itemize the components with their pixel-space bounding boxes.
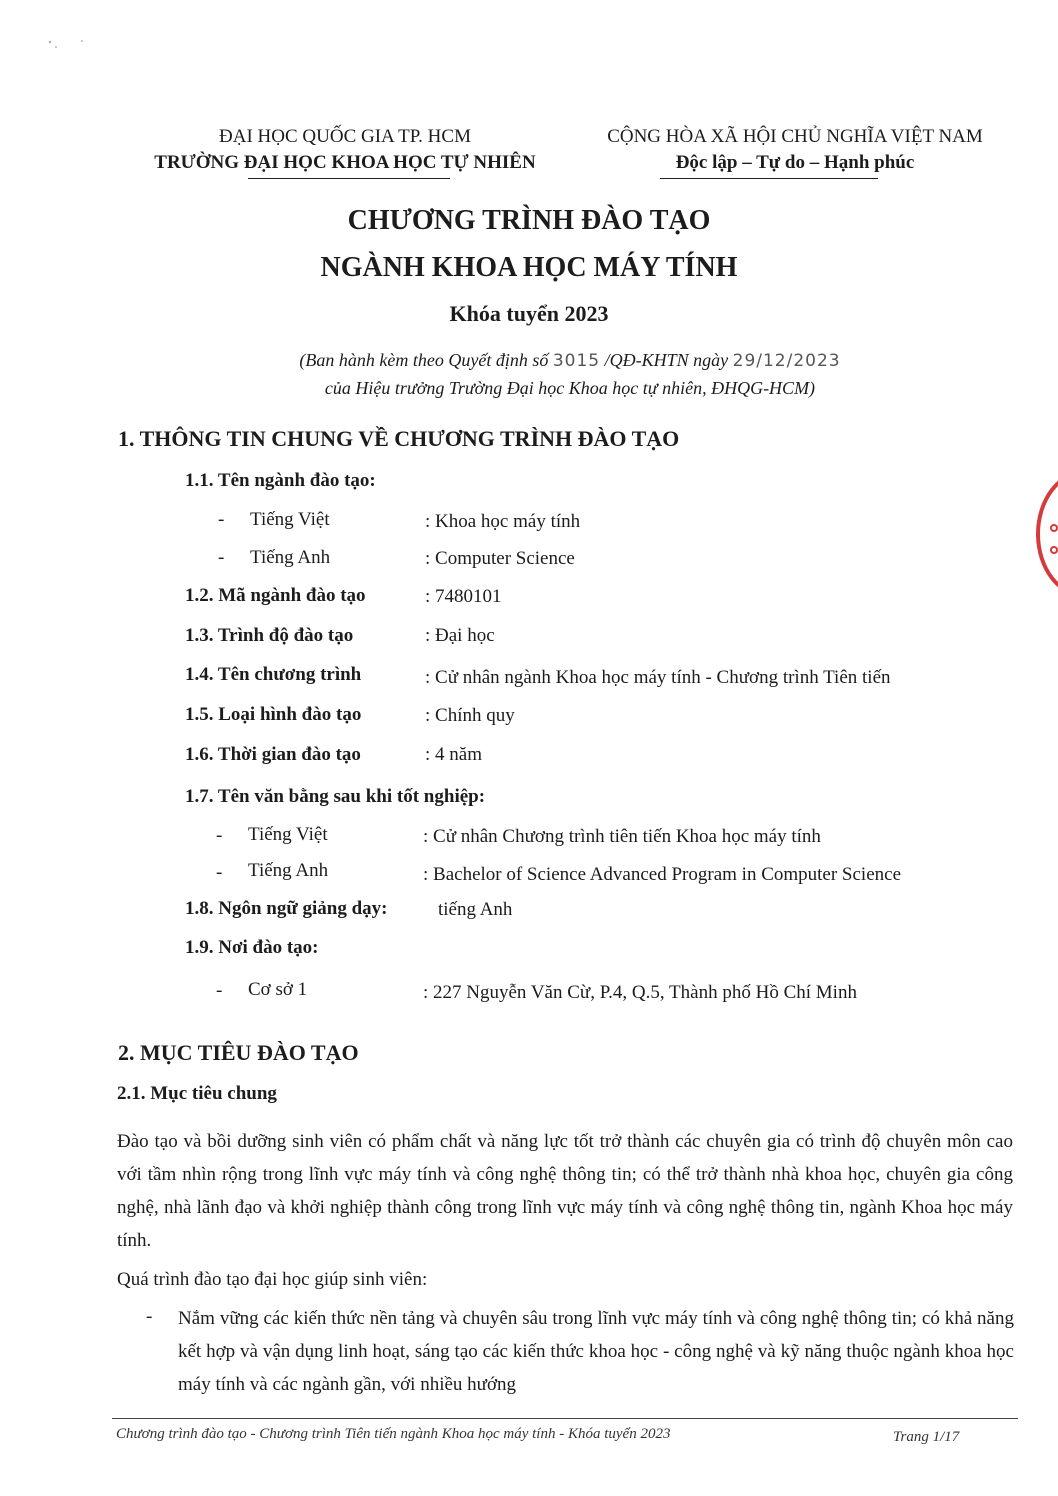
university-name: ĐẠI HỌC QUỐC GIA TP. HCM: [219, 126, 471, 147]
seal-fragment-icon: [1048, 520, 1058, 560]
list-dash: -: [216, 980, 223, 1001]
s18-value: tiếng Anh: [438, 899, 513, 920]
list-dash: -: [216, 825, 223, 846]
national-motto: Độc lập – Tự do – Hạnh phúc: [675, 152, 915, 173]
decision-number: 3015: [552, 351, 601, 371]
s19-item-label: Cơ sở 1: [248, 979, 308, 1000]
school-name: TRƯỜNG ĐẠI HỌC KHOA HỌC TỰ NHIÊN: [154, 152, 536, 173]
list-dash: -: [218, 509, 225, 530]
s19-label: 1.9. Nơi đào tạo:: [185, 937, 319, 958]
program-title: NGÀNH KHOA HỌC MÁY TÍNH: [320, 252, 738, 283]
footer-rule: [112, 1418, 1018, 1419]
s17-item-value: : Cử nhân Chương trình tiên tiến Khoa học máy tính: [423, 826, 821, 847]
s12-value: : 7480101: [425, 586, 502, 607]
header-left-underline: [248, 178, 450, 179]
s13-value: : Đại học: [425, 625, 495, 646]
s14-value: : Cử nhân ngành Khoa học máy tính - Chương trình Tiên tiến: [425, 667, 891, 688]
header-right-underline: [660, 178, 878, 179]
page-number: Trang 1/17: [893, 1429, 960, 1445]
decision-note-line1: [0, 350, 1058, 371]
scan-speck-mark: [46, 38, 86, 52]
s17-item-value: : Bachelor of Science Advanced Program in Computer Science: [423, 864, 902, 885]
decision-date: 29/12/2023: [732, 351, 841, 371]
decision-note-line2: của Hiệu trưởng Trường Đại học Khoa học tự nhiên, ĐHQG-HCM): [324, 378, 816, 398]
general-objective-paragraph: Đào tạo và bồi dưỡng sinh viên có phẩm chất và năng lực tốt trở thành các chuyên gia có trình độ chuyên môn cao với tầm nhìn rộng trong lĩnh vực máy tính và công nghệ thông tin; có thể trở thành nhà khoa học, chuyên gia công nghệ, nhà lãnh đạo và khởi nghiệp thành công trong lĩnh vực máy tính và công nghệ thông tin, ngành Khoa học máy tính.: [117, 1131, 1013, 1251]
s11-item-value: : Computer Science: [425, 548, 575, 569]
header-right: [575, 124, 1015, 176]
cohort-title: Khóa tuyển 2023: [449, 301, 609, 326]
section2-heading: 2. MỤC TIÊU ĐÀO TẠO: [118, 1040, 359, 1065]
s11-item-label: Tiếng Anh: [250, 547, 331, 568]
decision-prefix: (Ban hành kèm theo Quyết định số: [299, 350, 549, 370]
s17-label: 1.7. Tên văn bằng sau khi tốt nghiệp:: [185, 786, 486, 807]
objective-bullet-1: Nắm vững các kiến thức nền tảng và chuyên sâu trong lĩnh vực máy tính và công nghệ thông tin; có khả năng kết hợp và vận dụng linh hoạt, sáng tạo các kiến thức khoa học - công nghệ và kỹ năng thuộc ngành khoa học máy tính và các ngành gần, với nhiều hướng: [178, 1308, 1014, 1395]
list-dash: -: [216, 862, 223, 883]
document-title: CHƯƠNG TRÌNH ĐÀO TẠO: [347, 205, 711, 236]
s11-item-value: : Khoa học máy tính: [425, 511, 581, 532]
section1-heading: 1. THÔNG TIN CHUNG VỀ CHƯƠNG TRÌNH ĐÀO TẠO: [118, 426, 680, 451]
s13-label: 1.3. Trình độ đào tạo: [185, 625, 354, 646]
s21-label: 2.1. Mục tiêu chung: [117, 1083, 277, 1104]
s14-label: 1.4. Tên chương trình: [185, 664, 362, 685]
list-dash: -: [218, 547, 225, 568]
list-dash: -: [146, 1306, 153, 1327]
s17-item-label: Tiếng Việt: [248, 824, 328, 845]
s19-item-value: : 227 Nguyễn Văn Cừ, P.4, Q.5, Thành phố Hồ Chí Minh: [423, 982, 857, 1003]
training-intro: Quá trình đào tạo đại học giúp sinh viên:: [117, 1269, 428, 1290]
header-left: [115, 124, 575, 176]
country-name: CỘNG HÒA XÃ HỘI CHỦ NGHĨA VIỆT NAM: [607, 126, 983, 147]
s16-label: 1.6. Thời gian đào tạo: [185, 744, 361, 765]
s11-label: 1.1. Tên ngành đào tạo:: [185, 470, 376, 491]
s17-item-label: Tiếng Anh: [248, 860, 329, 881]
decision-middle: /QĐ-KHTN ngày: [604, 350, 729, 370]
s18-label: 1.8. Ngôn ngữ giảng dạy:: [185, 898, 388, 919]
s15-label: 1.5. Loại hình đào tạo: [185, 704, 362, 725]
s12-label: 1.2. Mã ngành đào tạo: [185, 585, 366, 606]
footer-text: Chương trình đào tạo - Chương trình Tiên tiến ngành Khoa học máy tính - Khóa tuyển 2023: [116, 1426, 671, 1442]
s11-item-label: Tiếng Việt: [250, 509, 330, 530]
s15-value: : Chính quy: [425, 705, 515, 726]
s16-value: : 4 năm: [425, 744, 482, 765]
